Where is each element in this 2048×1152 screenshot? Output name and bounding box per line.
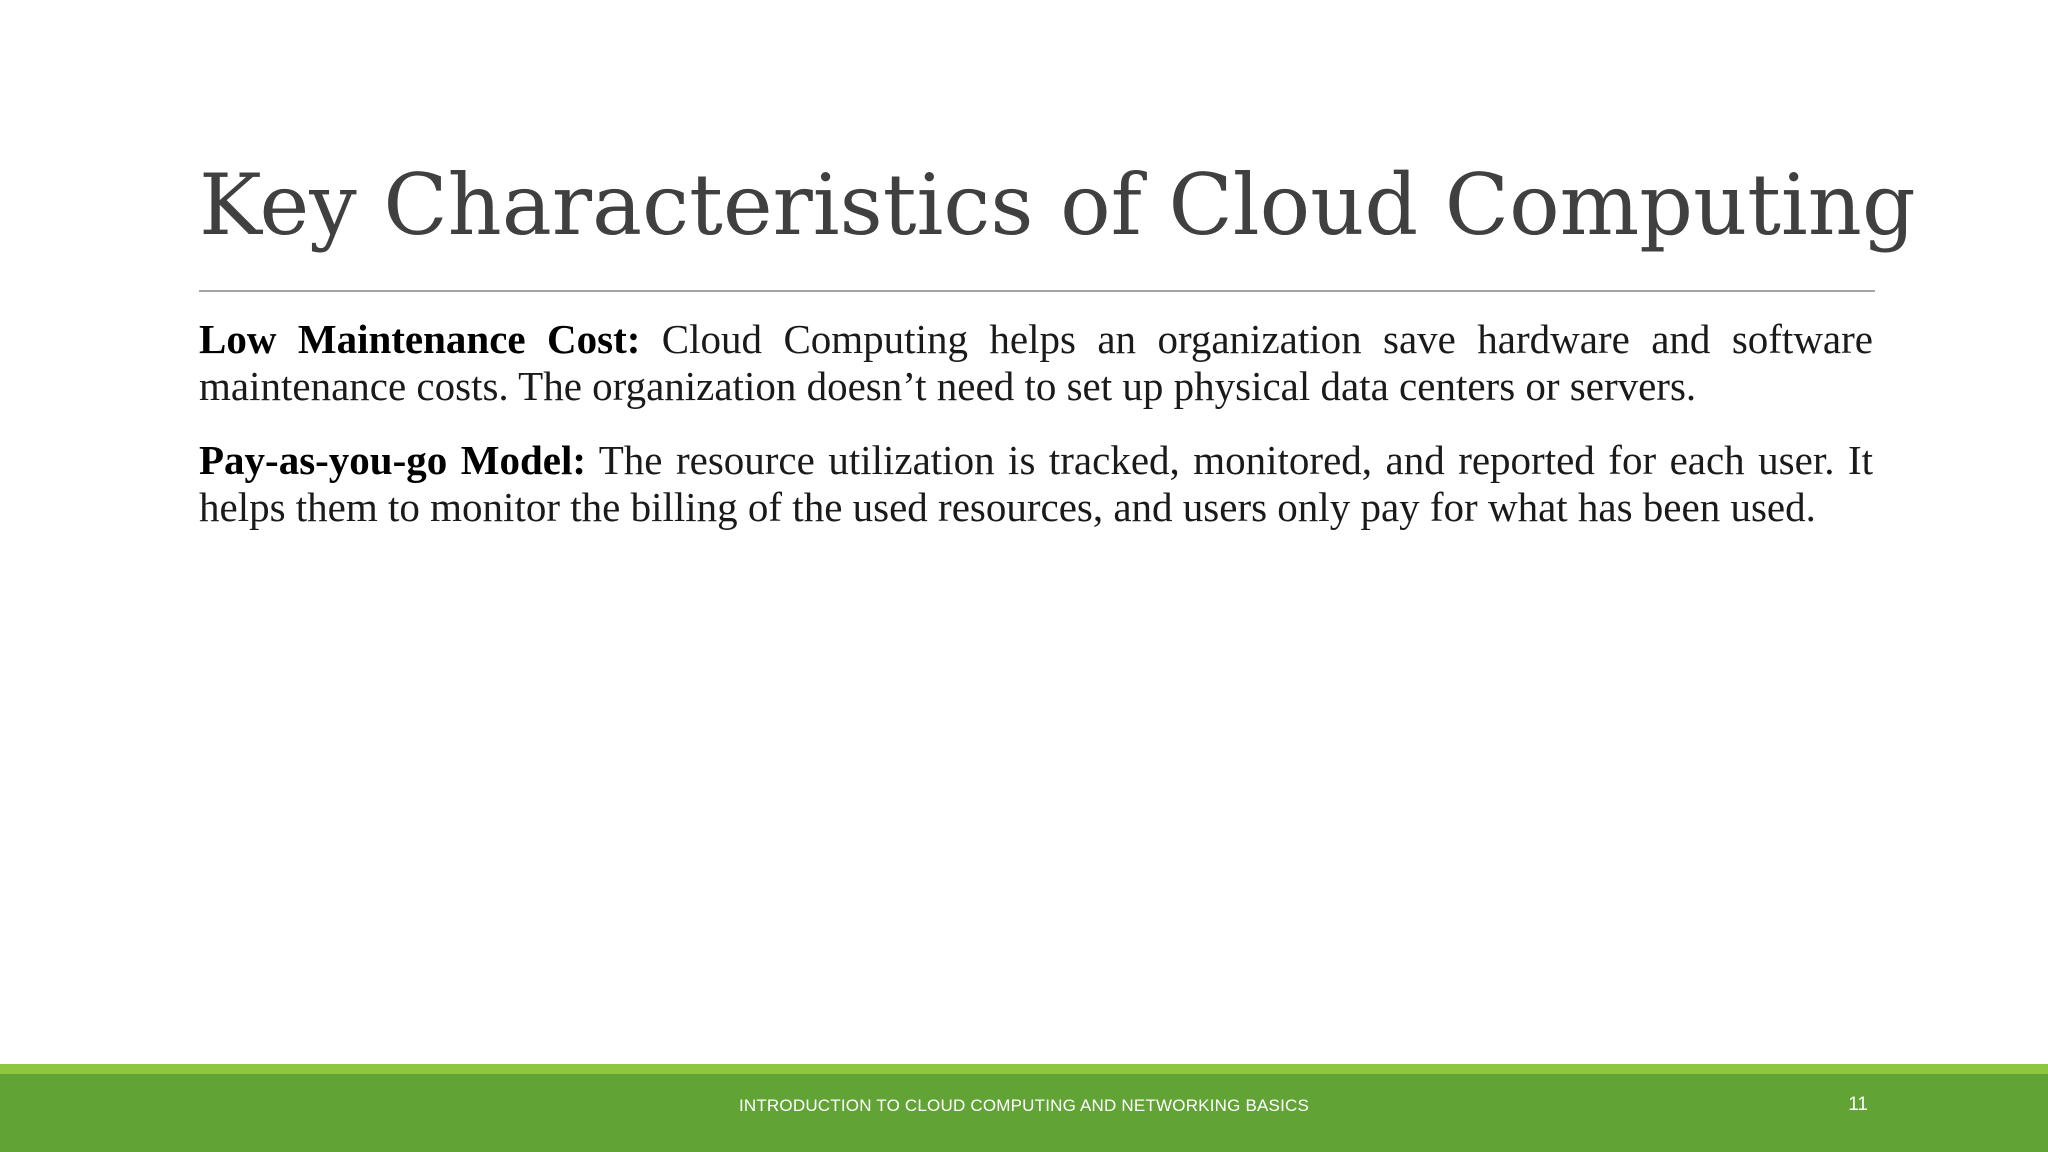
footer-bar bbox=[0, 1074, 2048, 1152]
bullet-term: Pay-as-you-go Model: bbox=[199, 437, 586, 483]
bullet-term: Low Maintenance Cost: bbox=[199, 316, 641, 362]
page-number: 11 bbox=[1848, 1094, 1868, 1115]
footer-accent-strip bbox=[0, 1064, 2048, 1074]
slide-title: Key Characteristics of Cloud Computing bbox=[199, 156, 1916, 254]
bullet-low-maintenance-cost bbox=[199, 316, 1873, 410]
bullet-pay-as-you-go-model bbox=[199, 437, 1873, 531]
footer-title: INTRODUCTION TO CLOUD COMPUTING AND NETWORKING BASICS bbox=[738, 1096, 1310, 1115]
slide-body bbox=[199, 316, 1873, 558]
bullet-text: Cloud Computing helps an organization save hardware and software maintenance costs. The organization doesn’t need to set up physical data centers or servers. bbox=[199, 316, 1873, 409]
title-divider bbox=[199, 290, 1875, 292]
bullet-text: The resource utilization is tracked, monitored, and reported for each user. It helps them to monitor the billing of the used resources, and users only pay for what has been used. bbox=[199, 437, 1873, 530]
